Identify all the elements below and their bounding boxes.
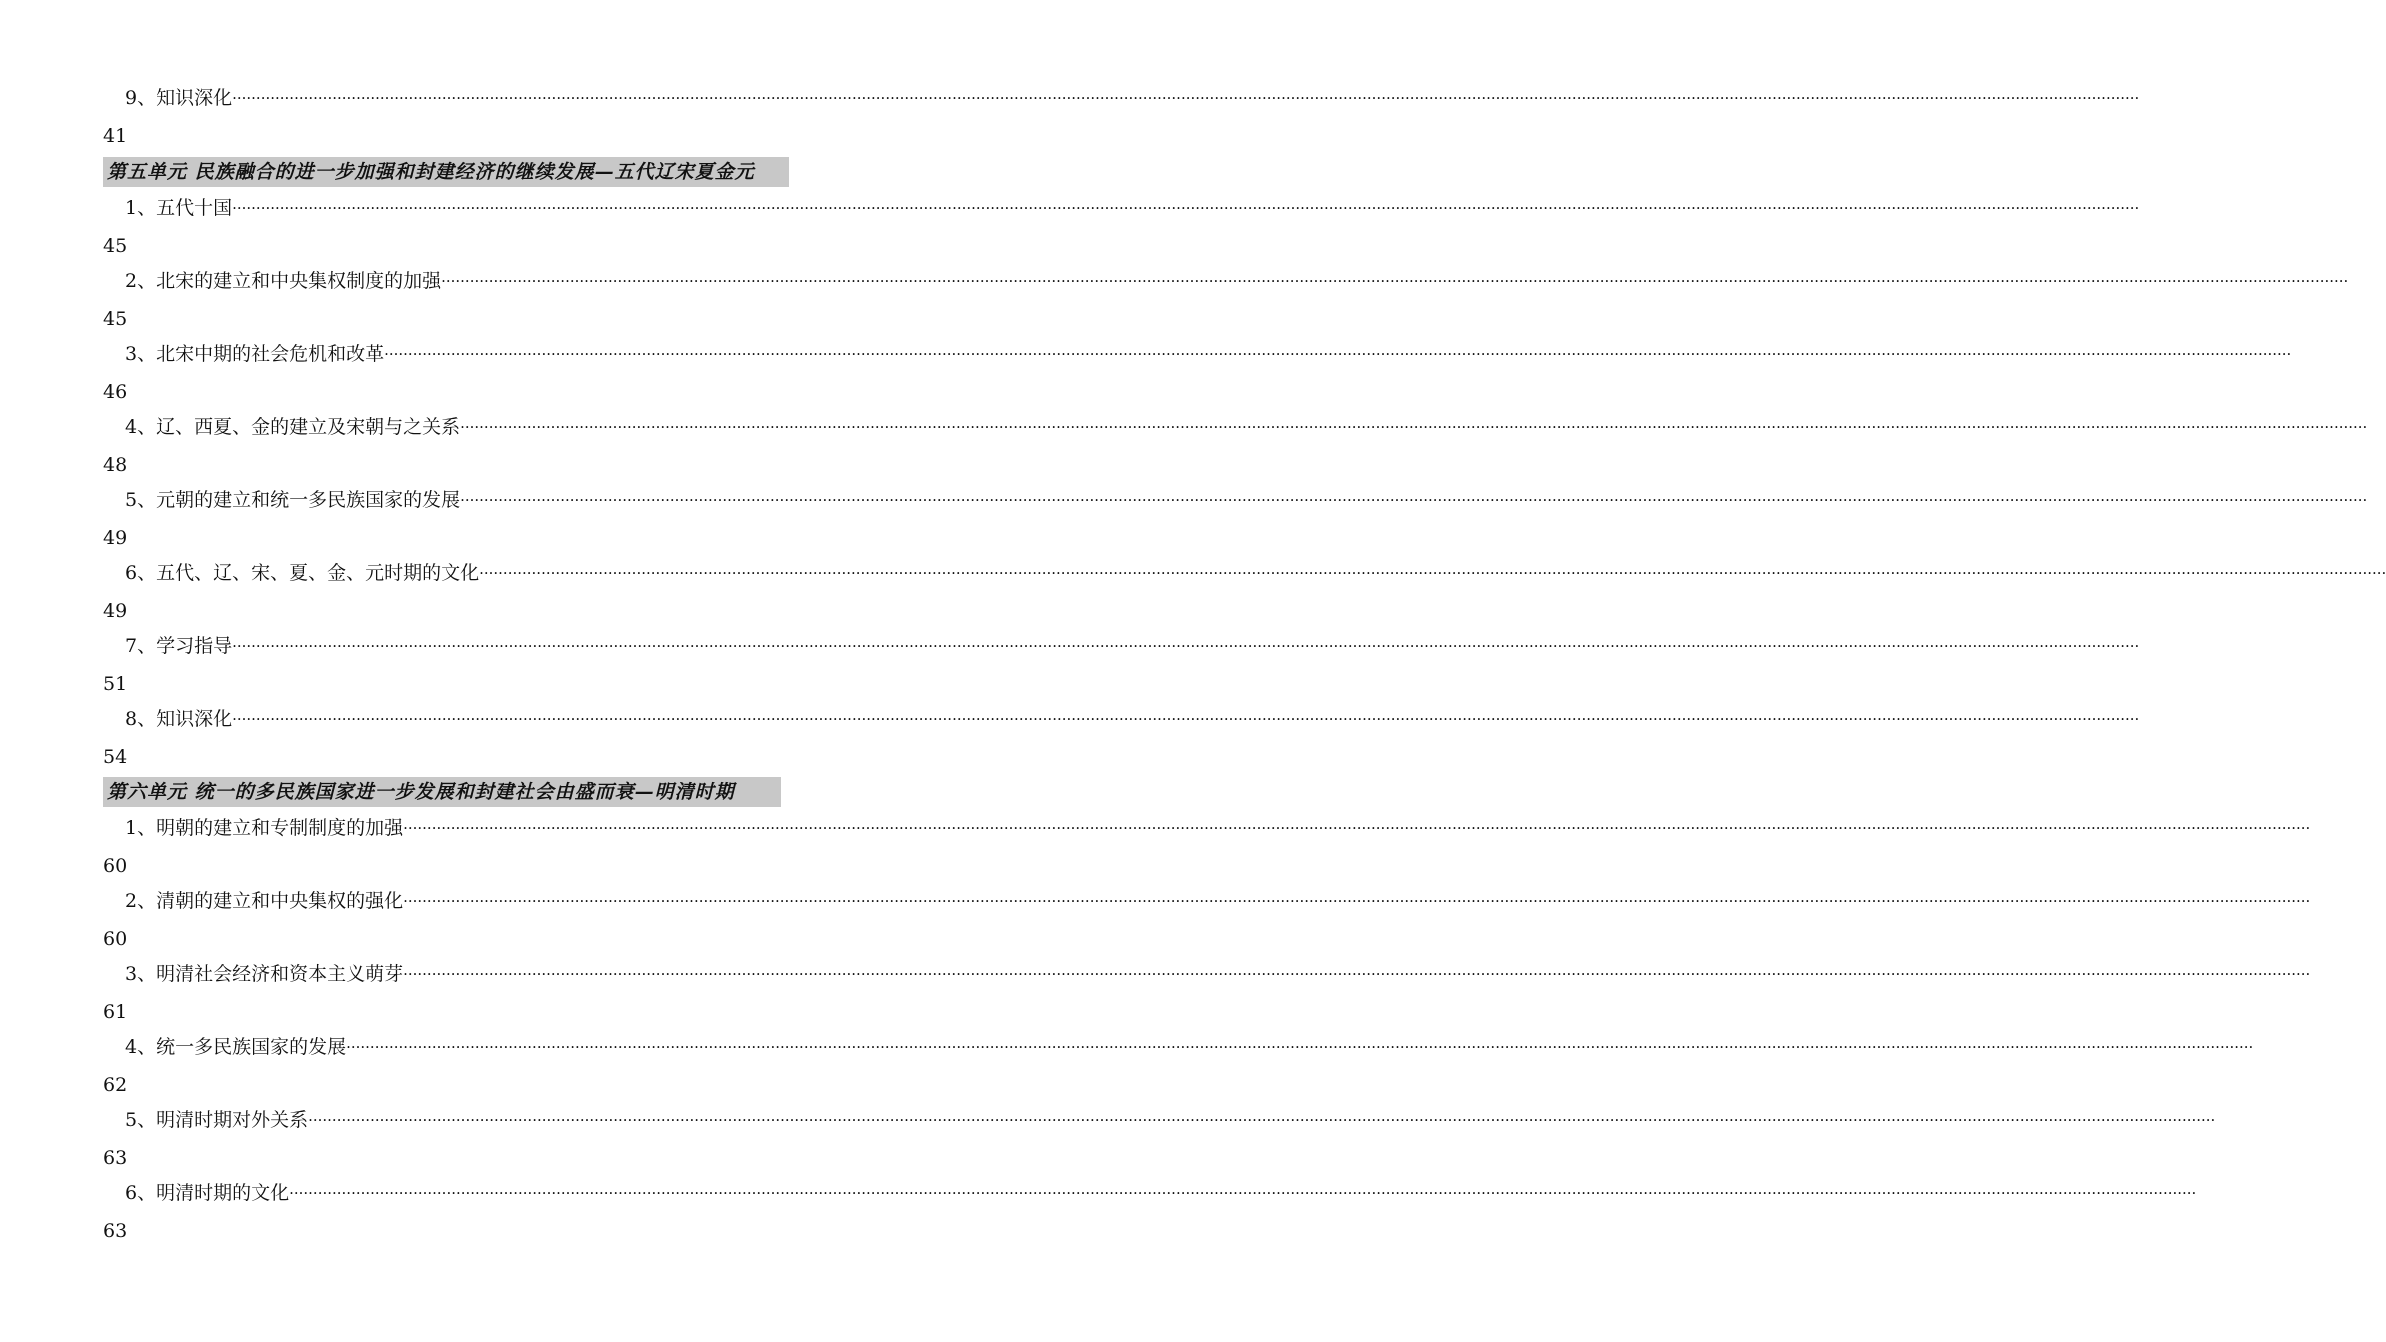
toc-entry-title: 2、清朝的建立和中央集权的强化 [125, 890, 404, 912]
dot-leader: ················································································································································································································································································································································································································ [460, 491, 2368, 509]
toc-entry-line [103, 1105, 2216, 1135]
toc-entry-line [103, 266, 2349, 296]
toc-entry-line [103, 886, 2311, 916]
toc-entry[interactable] [103, 631, 2140, 699]
toc-entry-line [103, 193, 2140, 223]
toc-entry[interactable] [103, 1105, 2216, 1173]
toc-entry-page: 45 [103, 308, 128, 330]
dot-leader: ················································································································································································································································································································································································································ [232, 637, 2140, 655]
toc-entry-page: 48 [103, 454, 128, 476]
toc-entry[interactable] [103, 558, 2386, 626]
toc-entry-title: 6、五代、辽、宋、夏、金、元时期的文化 [125, 562, 480, 584]
toc-entry-page: 60 [103, 855, 128, 877]
toc-entry-title: 5、元朝的建立和统一多民族国家的发展 [125, 489, 461, 511]
dot-leader: ················································································································································································································································································································································································································ [346, 1038, 2254, 1056]
toc-entry-title: 5、明清时期对外关系 [125, 1109, 309, 1131]
toc-entry-title: 7、学习指导 [125, 635, 233, 657]
toc-entry-title: 4、统一多民族国家的发展 [125, 1036, 347, 1058]
toc-entry-line [103, 1178, 2197, 1208]
toc-entry[interactable] [103, 1032, 2254, 1100]
dot-leader: ················································································································································································································································································································································································································ [232, 710, 2140, 728]
toc-entry-page: 46 [103, 381, 128, 403]
toc-entry-title: 1、明朝的建立和专制制度的加强 [125, 817, 404, 839]
toc-entry-title: 9、知识深化 [125, 87, 233, 109]
dot-leader: ················································································································································································································································································································································································································ [403, 892, 2311, 910]
toc-entry-title: 6、明清时期的文化 [125, 1182, 290, 1204]
unit-heading: 第五单元 民族融合的进一步加强和封建经济的继续发展—五代辽宋夏金元 [103, 157, 789, 187]
toc-entry-page: 49 [103, 600, 128, 622]
toc-entry-title: 4、辽、西夏、金的建立及宋朝与之关系 [125, 416, 461, 438]
unit-heading: 第六单元 统一的多民族国家进一步发展和封建社会由盛而衰—明清时期 [103, 777, 781, 807]
toc-entry-line [103, 339, 2292, 369]
toc-entry-line [103, 704, 2140, 734]
toc-entry[interactable] [103, 886, 2311, 954]
toc-entry-page: 41 [103, 125, 128, 147]
dot-leader: ················································································································································································································································································································································································································ [308, 1111, 2216, 1129]
toc-entry-page: 63 [103, 1147, 128, 1169]
dot-leader: ················································································································································································································································································································································································································ [460, 418, 2368, 436]
toc-entry[interactable] [103, 485, 2368, 553]
dot-leader: ················································································································································································································································································································································································································ [232, 89, 2140, 107]
dot-leader: ················································································································································································································································································································································································································ [289, 1184, 2197, 1202]
toc-entry-line [103, 412, 2368, 442]
toc-entry-line [103, 485, 2368, 515]
dot-leader: ················································································································································································································································································································································································································ [403, 819, 2311, 837]
toc-entry[interactable] [103, 193, 2140, 261]
toc-entry[interactable] [103, 813, 2311, 881]
dot-leader: ················································································································································································································································································································································································································ [403, 965, 2311, 983]
toc-entry-line [103, 83, 2140, 113]
toc-entry[interactable] [103, 959, 2311, 1027]
toc-entry-page: 54 [103, 746, 128, 768]
toc-entry-title: 3、北宋中期的社会危机和改革 [125, 343, 385, 365]
toc-entry[interactable] [103, 266, 2349, 334]
toc-entry[interactable] [103, 1178, 2197, 1246]
toc-entry-line [103, 631, 2140, 661]
toc-entry-page: 63 [103, 1220, 128, 1242]
toc-entry-page: 62 [103, 1074, 128, 1096]
toc-entry-title: 3、明清社会经济和资本主义萌芽 [125, 963, 404, 985]
dot-leader: ················································································································································································································································································································································································································ [441, 272, 2349, 290]
toc-entry-line [103, 1032, 2254, 1062]
toc-entry-page: 61 [103, 1001, 128, 1023]
dot-leader: ················································································································································································································································································································································································································ [232, 199, 2140, 217]
toc-entry-page: 49 [103, 527, 128, 549]
toc-entry[interactable] [103, 704, 2140, 772]
toc-entry-line [103, 813, 2311, 843]
toc-entry-title: 2、北宋的建立和中央集权制度的加强 [125, 270, 442, 292]
toc-entry-title: 8、知识深化 [125, 708, 233, 730]
toc-entry-title: 1、五代十国 [125, 197, 233, 219]
toc-entry-line [103, 959, 2311, 989]
toc-entry-page: 60 [103, 928, 128, 950]
toc-entry[interactable] [103, 339, 2292, 407]
toc-entry-page: 45 [103, 235, 128, 257]
toc-entry-line [103, 558, 2386, 588]
toc-entry-page: 51 [103, 673, 128, 695]
toc-entry[interactable] [103, 412, 2368, 480]
dot-leader: ················································································································································································································································································································································································································ [384, 345, 2292, 363]
dot-leader: ················································································································································································································································································································································································································ [479, 564, 2386, 582]
toc-entry[interactable] [103, 83, 2140, 151]
